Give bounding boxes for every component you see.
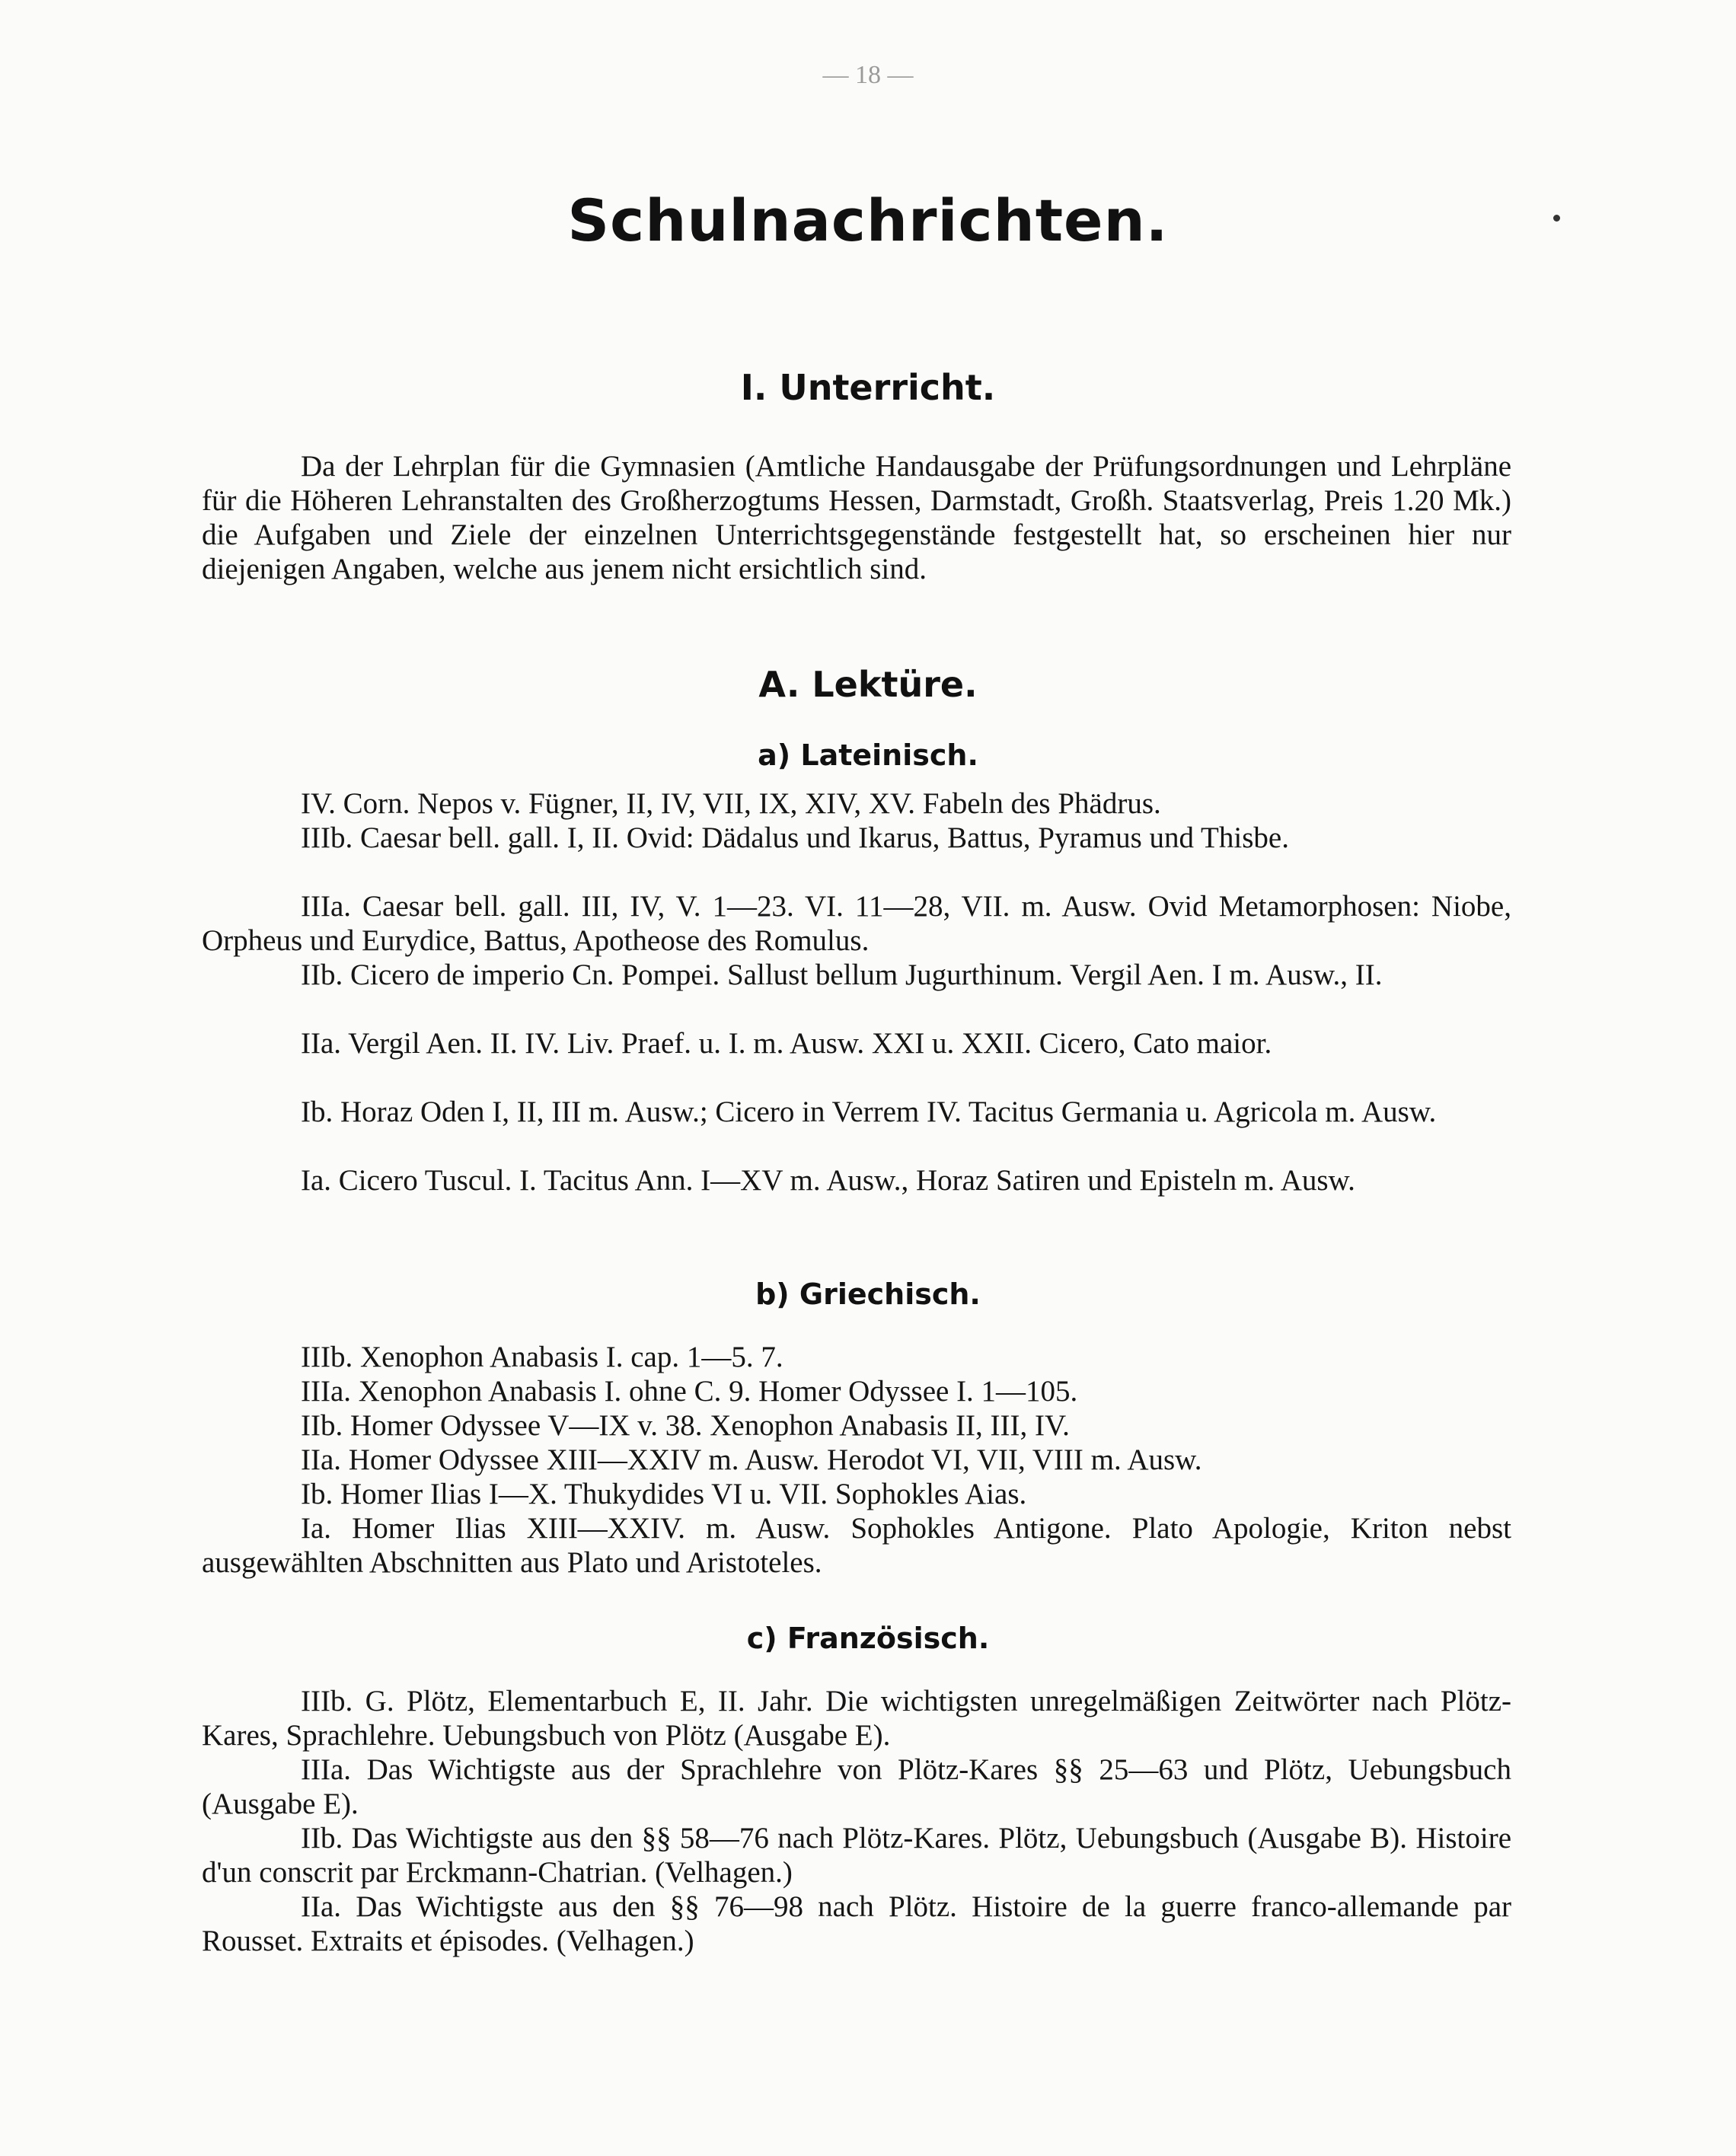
franzoesisch-entry-iiia: IIIa. Das Wichtigste aus der Sprachlehre von Plötz-Kares §§ 25—63 und Plötz, Uebungsbuch (Ausgabe E).: [202, 1753, 1511, 1820]
griechisch-entry-ia: Ia. Homer Ilias XIII—XXIV. m. Ausw. Sophokles Antigone. Plato Apologie, Kriton nebst ausgewählten Abschnitten aus Plato und Aristoteles.: [202, 1512, 1511, 1579]
latein-entry-iia: IIa. Vergil Aen. II. IV. Liv. Praef. u. I. m. Ausw. XXI u. XXII. Cicero, Cato maior.: [301, 1027, 1272, 1060]
latein-entry-iiib: IIIb. Caesar bell. gall. I, II. Ovid: Dädalus und Ikarus, Battus, Pyramus und Thisbe.: [301, 821, 1289, 854]
griechisch-entry-iiib: IIIb. Xenophon Anabasis I. cap. 1—5. 7.: [301, 1341, 783, 1373]
page-number: — 18 —: [822, 61, 914, 89]
latein-entry-ia: Ia. Cicero Tuscul. I. Tacitus Ann. I—XV m. Ausw., Horaz Satiren und Episteln m. Ausw.: [301, 1164, 1355, 1197]
franzoesisch-entry-iia: IIa. Das Wichtigste aus den §§ 76—98 nach Plötz. Histoire de la guerre franco-allemande par Rousset. Extraits et épisodes. (Velhagen.): [202, 1890, 1511, 1957]
griechisch-entry-iia: IIa. Homer Odyssee XIII—XXIV m. Ausw. Herodot VI, VII, VIII m. Ausw.: [301, 1443, 1202, 1476]
ink-dot-mark: [1553, 215, 1560, 222]
section-heading-lektuere: A. Lektüre.: [758, 664, 978, 705]
intro-paragraph: Da der Lehrplan für die Gymnasien (Amtliche Handausgabe der Prüfungsordnungen und Lehrpläne für die Höheren Lehranstalten des Großherzogtums Hessen, Darmstadt, Großh. Staatsverlag, Preis 1.20 Mk.) die Aufgaben und Ziele der einzelnen Unterrichtsgegenstände festgestellt hat, so erscheinen hier nur diejenigen Angaben, welche aus jenem nicht ersichtlich sind.: [202, 450, 1511, 585]
section-heading-unterricht: I. Unterricht.: [740, 367, 996, 408]
latein-entry-iv: IV. Corn. Nepos v. Fügner, II, IV, VII, IX, XIV, XV. Fabeln des Phädrus.: [301, 787, 1161, 820]
franzoesisch-entry-iib: IIb. Das Wichtigste aus den §§ 58—76 nach Plötz-Kares. Plötz, Uebungsbuch (Ausgabe B). Histoire d'un conscrit par Erckmann-Chatrian. (Velhagen.): [202, 1822, 1511, 1889]
subheading-griechisch: b) Griechisch.: [755, 1277, 981, 1311]
subheading-lateinisch: a) Lateinisch.: [758, 738, 978, 772]
franzoesisch-entry-iiib: IIIb. G. Plötz, Elementarbuch E, II. Jahr. Die wichtigsten unregelmäßigen Zeitwörter nach Plötz-Kares, Sprachlehre. Uebungsbuch von Plötz (Ausgabe E).: [202, 1685, 1511, 1752]
subheading-franzoesisch: c) Französisch.: [746, 1622, 990, 1655]
griechisch-entry-ib: Ib. Homer Ilias I—X. Thukydides VI u. VII. Sophokles Aias.: [301, 1478, 1027, 1510]
page-title: Schulnachrichten.: [567, 187, 1169, 254]
latein-entry-ib: Ib. Horaz Oden I, II, III m. Ausw.; Cicero in Verrem IV. Tacitus Germania u. Agricola m. Ausw.: [301, 1096, 1437, 1128]
latein-entry-iiia: IIIa. Caesar bell. gall. III, IV, V. 1—23. VI. 11—28, VII. m. Ausw. Ovid Metamorphosen: Niobe, Orpheus und Eurydice, Battus, Apotheose des Romulus.: [202, 890, 1511, 957]
latein-entry-iib: IIb. Cicero de imperio Cn. Pompei. Sallust bellum Jugurthinum. Vergil Aen. I m. Ausw., II.: [301, 958, 1383, 991]
griechisch-entry-iiia: IIIa. Xenophon Anabasis I. ohne C. 9. Homer Odyssee I. 1—105.: [301, 1375, 1078, 1408]
griechisch-entry-iib: IIb. Homer Odyssee V—IX v. 38. Xenophon Anabasis II, III, IV.: [301, 1409, 1070, 1442]
